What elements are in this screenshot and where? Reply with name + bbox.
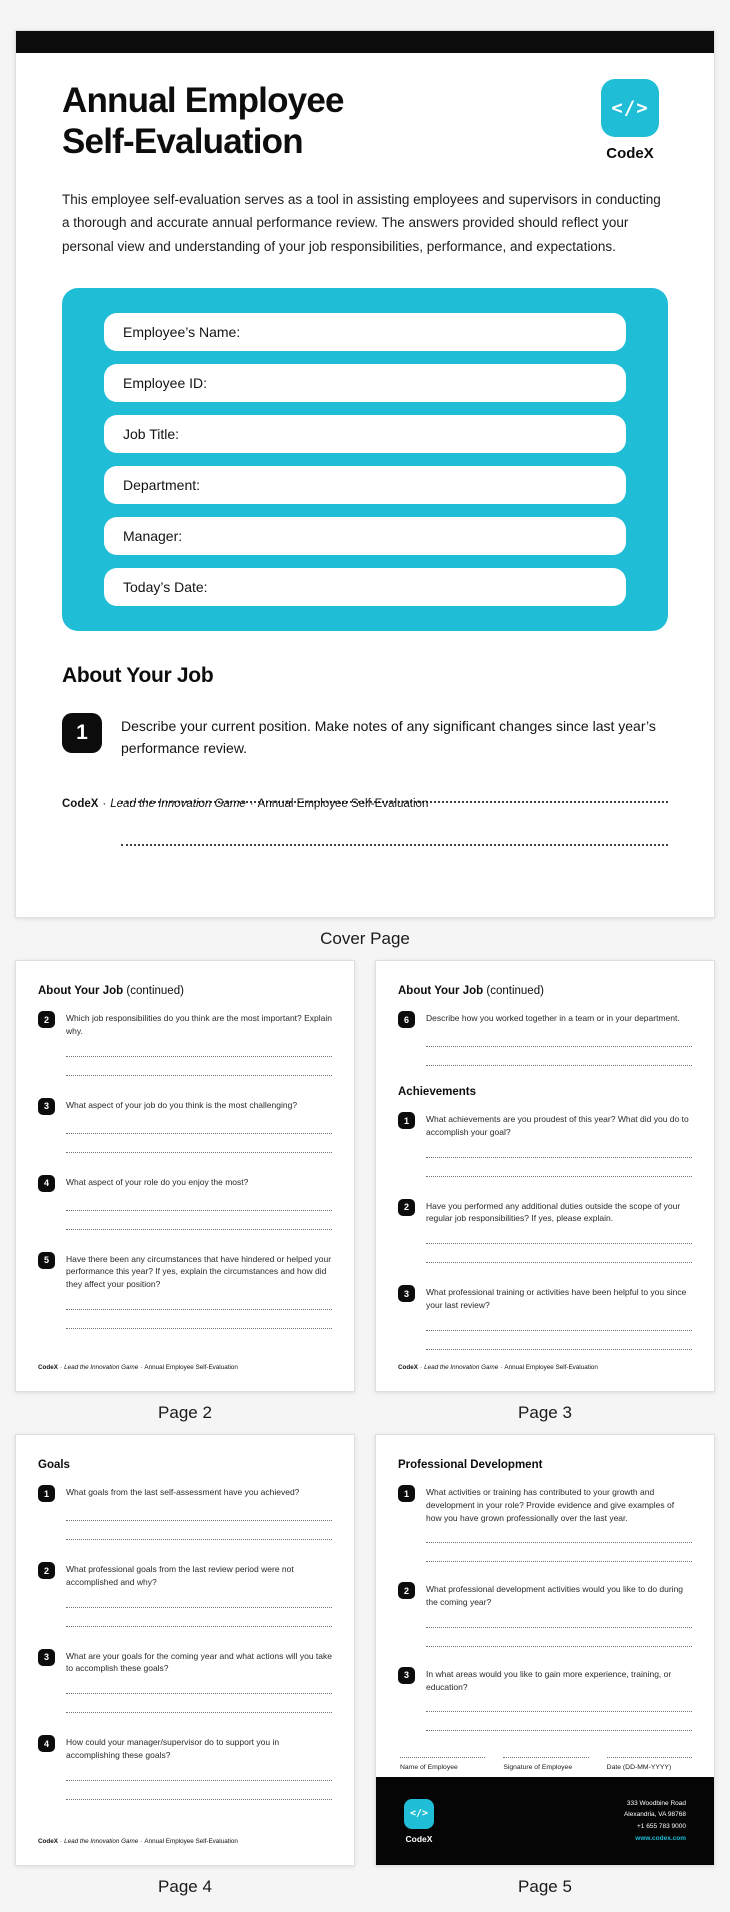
answer-lines bbox=[66, 1133, 332, 1153]
question-text: In what areas would you like to gain more experience, training, or education? bbox=[426, 1668, 672, 1692]
question-row bbox=[398, 1199, 692, 1226]
question-number-badge: 1 bbox=[38, 1485, 55, 1502]
question-number-badge: 1 bbox=[398, 1485, 415, 1502]
answer-line bbox=[426, 1627, 692, 1628]
answer-line bbox=[66, 1693, 332, 1694]
title-line-2: Self-Evaluation bbox=[62, 121, 303, 161]
question-number-badge: 3 bbox=[398, 1285, 415, 1302]
page-footer: CodeX · Lead the Innovation Game · Annual Employee Self-Evaluation bbox=[38, 1838, 238, 1845]
signature-field-signature: Signature of Employee bbox=[503, 1757, 588, 1771]
website-link[interactable]: www.codex.com bbox=[635, 1834, 686, 1842]
answer-line bbox=[66, 1712, 332, 1713]
question-row bbox=[38, 1175, 332, 1192]
page-footer: CodeX · Lead the Innovation Game · Annual Employee Self-Evaluation bbox=[38, 1364, 238, 1371]
answer-lines bbox=[66, 1693, 332, 1713]
answer-line bbox=[66, 1328, 332, 1329]
question-number-badge: 2 bbox=[398, 1582, 415, 1599]
job-title-field[interactable]: Job Title: bbox=[104, 415, 626, 453]
question-row bbox=[398, 1485, 692, 1524]
code-icon: </> bbox=[601, 79, 659, 137]
date-field[interactable]: Today’s Date: bbox=[104, 568, 626, 606]
question-row bbox=[38, 1011, 332, 1038]
question-text: Have you performed any additional duties outside the scope of your regular job responsibilities? If yes, please explain. bbox=[426, 1200, 681, 1224]
signature-line bbox=[400, 1757, 485, 1758]
question-number-badge: 4 bbox=[38, 1175, 55, 1192]
question-row bbox=[38, 1735, 332, 1762]
answer-line bbox=[426, 1561, 692, 1562]
question-row bbox=[398, 1285, 692, 1312]
answer-line bbox=[426, 1176, 692, 1177]
section-heading-about-your-job: About Your Job bbox=[62, 663, 214, 687]
answer-lines bbox=[426, 1711, 692, 1731]
answer-lines bbox=[426, 1542, 692, 1562]
footer-brand: CodeX bbox=[62, 797, 99, 810]
brand-logo bbox=[404, 1799, 434, 1844]
answer-line bbox=[66, 1626, 332, 1627]
question-number-badge: 1 bbox=[398, 1112, 415, 1129]
answer-line bbox=[66, 1799, 332, 1800]
employee-id-field[interactable]: Employee ID: bbox=[104, 364, 626, 402]
answer-line bbox=[426, 1542, 692, 1543]
question-text: Have there been any circumstances that have hindered or helped your performance this year? If yes, explain the circumstances and how did they affect your position? bbox=[66, 1253, 332, 1289]
question-row bbox=[38, 1485, 332, 1502]
page-2-preview[interactable] bbox=[15, 960, 355, 1392]
answer-line bbox=[66, 1229, 332, 1230]
question-text: What are your goals for the coming year and what actions will you take to accomplish these goals? bbox=[66, 1650, 332, 1674]
answer-line bbox=[66, 1520, 332, 1521]
page-3-preview[interactable] bbox=[375, 960, 715, 1392]
answer-line bbox=[121, 844, 668, 846]
answer-line bbox=[66, 1607, 332, 1608]
question-text: What professional training or activities have been helpful to you since your last review? bbox=[426, 1287, 687, 1310]
answer-line bbox=[426, 1646, 692, 1647]
answer-line bbox=[66, 1539, 332, 1540]
question-text: What achievements are you proudest of this year? What did you do to accomplish your goal? bbox=[426, 1114, 689, 1137]
answer-line bbox=[426, 1046, 692, 1047]
question-text: What aspect of your role do you enjoy the most? bbox=[66, 1176, 249, 1187]
answer-lines bbox=[426, 1627, 692, 1647]
answer-lines bbox=[426, 1330, 692, 1350]
answer-lines bbox=[66, 1056, 332, 1076]
footer-tagline: Lead the Innovation Game bbox=[110, 797, 246, 810]
answer-line bbox=[426, 1711, 692, 1712]
question-row bbox=[38, 1252, 332, 1291]
employee-info-box bbox=[62, 288, 668, 631]
question-text: Describe your current position. Make notes of any significant changes since last year’s performance review. bbox=[121, 717, 656, 757]
brand-name: CodeX bbox=[405, 1833, 433, 1844]
answer-lines bbox=[66, 1210, 332, 1230]
answer-line bbox=[426, 1730, 692, 1731]
contact-address-line-2: Alexandria, VA 98768 bbox=[623, 1811, 686, 1819]
answer-line bbox=[426, 1065, 692, 1066]
question-number-badge: 2 bbox=[398, 1199, 415, 1216]
question-row bbox=[398, 1667, 692, 1694]
contact-phone: +1 655 783 9000 bbox=[637, 1823, 686, 1830]
question-row bbox=[38, 1649, 332, 1676]
section-heading: About Your Job (continued) bbox=[38, 985, 184, 997]
section-heading: About Your Job (continued) bbox=[398, 985, 544, 997]
answer-line bbox=[66, 1075, 332, 1076]
question-row bbox=[38, 1562, 332, 1589]
question-number-badge: 2 bbox=[38, 1562, 55, 1579]
answer-line bbox=[66, 1133, 332, 1134]
contact-address-line-1: 333 Woodbine Road bbox=[626, 1799, 686, 1807]
question-row bbox=[398, 1112, 692, 1139]
answer-line bbox=[426, 1330, 692, 1331]
answer-line bbox=[426, 1262, 692, 1263]
answer-lines bbox=[66, 1607, 332, 1627]
department-field[interactable]: Department: bbox=[104, 466, 626, 504]
question-text: What professional goals from the last review period were not accomplished and why? bbox=[66, 1564, 294, 1587]
question-number-badge: 3 bbox=[38, 1098, 55, 1115]
answer-line bbox=[66, 1780, 332, 1781]
question-number-badge: 1 bbox=[62, 713, 102, 753]
contact-footer bbox=[376, 1777, 714, 1865]
answer-lines bbox=[66, 1309, 332, 1329]
question-number-badge: 2 bbox=[38, 1011, 55, 1028]
contact-info bbox=[624, 1798, 686, 1845]
answer-line bbox=[66, 1152, 332, 1153]
code-icon: </> bbox=[404, 1799, 434, 1829]
caption-page-4: Page 4 bbox=[158, 1877, 212, 1896]
caption-page-3: Page 3 bbox=[518, 1403, 572, 1422]
section-heading-achievements: Achievements bbox=[398, 1086, 476, 1098]
footer-doc-name: Annual Employee Self-Evaluation bbox=[257, 797, 429, 810]
answer-line bbox=[66, 1056, 332, 1057]
question-text: What aspect of your job do you think is the most challenging? bbox=[66, 1099, 298, 1110]
question-row bbox=[398, 1011, 692, 1028]
question-number-badge: 4 bbox=[38, 1735, 55, 1752]
question-text: What professional development activities would you like to do during the coming year? bbox=[426, 1584, 684, 1607]
page-footer bbox=[62, 798, 668, 810]
answer-lines bbox=[426, 1243, 692, 1263]
signature-line bbox=[503, 1757, 588, 1758]
footer-separator: · bbox=[102, 797, 107, 810]
section-heading-goals: Goals bbox=[38, 1459, 70, 1471]
answer-line bbox=[426, 1157, 692, 1158]
question-text: Describe how you worked together in a team or in your department. bbox=[426, 1013, 680, 1023]
answer-line bbox=[66, 1210, 332, 1211]
question-text: What activities or training has contributed to your growth and development in your role? Provide evidence and give examples of how you have grown professionally over the last year. bbox=[426, 1487, 675, 1523]
cover-top-bar bbox=[16, 31, 714, 53]
question-text: Which job responsibilities do you think are the most important? Explain why. bbox=[66, 1013, 332, 1036]
answer-lines bbox=[426, 1046, 692, 1066]
brand-logo bbox=[592, 79, 668, 162]
question-text: How could your manager/supervisor do to support you in accomplishing these goals? bbox=[66, 1737, 280, 1760]
answer-lines bbox=[66, 1780, 332, 1800]
signature-row bbox=[400, 1757, 692, 1771]
signature-field-name: Name of Employee bbox=[400, 1757, 485, 1771]
section-heading-professional-development: Professional Development bbox=[398, 1459, 543, 1471]
intro-paragraph: This employee self-evaluation serves as a tool in assisting employees and supervisors in conducting a thorough and accurate annual performance review. The answers provided should reflect your personal view and understanding of your job responsibilities, performance, and expectations. bbox=[62, 192, 661, 254]
question-number-badge: 6 bbox=[398, 1011, 415, 1028]
question-row bbox=[398, 1582, 692, 1609]
title-line-1: Annual Employee bbox=[62, 81, 344, 120]
manager-field[interactable]: Manager: bbox=[104, 517, 626, 555]
answer-line bbox=[426, 1243, 692, 1244]
page-footer: CodeX · Lead the Innovation Game · Annual Employee Self-Evaluation bbox=[398, 1364, 598, 1371]
footer-separator: · bbox=[249, 797, 254, 810]
page-title bbox=[62, 81, 532, 162]
caption-cover-page: Cover Page bbox=[320, 929, 410, 948]
answer-lines bbox=[66, 1520, 332, 1540]
caption-page-5: Page 5 bbox=[518, 1877, 572, 1896]
caption-page-2: Page 2 bbox=[158, 1403, 212, 1422]
answer-lines bbox=[426, 1157, 692, 1177]
question-number-badge: 5 bbox=[38, 1252, 55, 1269]
question-row bbox=[38, 1098, 332, 1115]
brand-name: CodeX bbox=[606, 145, 654, 162]
answer-line bbox=[66, 1309, 332, 1310]
page-4-preview[interactable] bbox=[15, 1434, 355, 1866]
signature-field-date: Date (DD-MM-YYYY) bbox=[607, 1757, 692, 1771]
question-text: What goals from the last self-assessment have you achieved? bbox=[66, 1487, 300, 1497]
signature-line bbox=[607, 1757, 692, 1758]
question-number-badge: 3 bbox=[38, 1649, 55, 1666]
answer-line bbox=[426, 1349, 692, 1350]
page-5-preview[interactable] bbox=[375, 1434, 715, 1866]
cover-page-preview bbox=[15, 30, 715, 918]
question-row bbox=[62, 713, 668, 760]
question-number-badge: 3 bbox=[398, 1667, 415, 1684]
employee-name-field[interactable]: Employee’s Name: bbox=[104, 313, 626, 351]
